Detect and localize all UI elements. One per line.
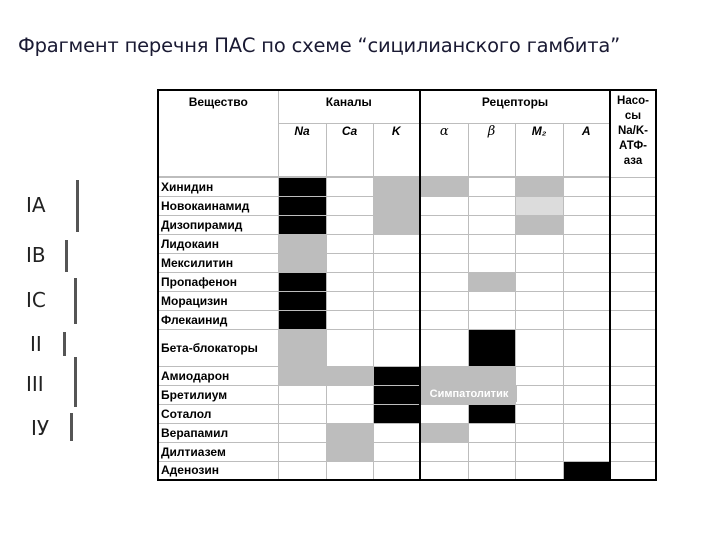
cell-moderate [326, 442, 373, 461]
class-label-iu: IУ [31, 416, 50, 440]
class-label-iii: III [26, 372, 44, 396]
col-k: K [373, 123, 420, 176]
drug-row-label: Бретилиум [158, 385, 278, 404]
cell-moderate [515, 215, 563, 234]
drug-row-label: Аденозин [158, 461, 278, 480]
class-label-ia: IA [26, 193, 46, 217]
cell-moderate [373, 196, 420, 215]
drug-row-label: Лидокаин [158, 234, 278, 253]
drug-row-label: Соталол [158, 404, 278, 423]
class-label-ib: IB [26, 243, 46, 267]
class-bracket-ib [65, 240, 68, 272]
cell-moderate [278, 234, 326, 253]
header-channels: Каналы [278, 90, 420, 123]
drug-row-label: Мексилитин [158, 253, 278, 272]
cell-moderate [468, 272, 515, 291]
cell-strong [468, 329, 515, 366]
cell-weak [515, 196, 563, 215]
cell-moderate [278, 366, 326, 385]
drug-action-table [157, 89, 657, 481]
drug-row-label: Морацизин [158, 291, 278, 310]
cell-strong [373, 385, 420, 404]
drug-row-label: Бета-блокаторы [158, 329, 278, 366]
drug-row-label: Дизопирамид [158, 215, 278, 234]
cell-strong [373, 366, 420, 385]
cell-strong [278, 310, 326, 329]
header-receptors: Рецепторы [420, 90, 610, 123]
col-alpha: α [420, 123, 468, 176]
drug-row-label: Верапамил [158, 423, 278, 442]
cell-moderate [420, 177, 468, 196]
cell-moderate [373, 177, 420, 196]
cell-moderate [373, 215, 420, 234]
cell-moderate [515, 177, 563, 196]
class-label-ii: II [30, 332, 42, 356]
class-bracket-ii [63, 332, 66, 356]
slide-title: Фрагмент перечня ПАС по схеме “сицилианского гамбита” [18, 34, 621, 57]
class-bracket-ic [74, 278, 77, 324]
drug-row-label: Дилтиазем [158, 442, 278, 461]
drug-row-label: Амиодарон [158, 366, 278, 385]
col-ca: Ca [326, 123, 373, 176]
cell-strong [373, 404, 420, 423]
cell-strong [278, 291, 326, 310]
cell-strong [278, 196, 326, 215]
col-m2: M₂ [515, 123, 563, 176]
header-pumps: Насо-сы Na/K-АТФ-аза [610, 90, 656, 177]
class-label-ic: IC [26, 288, 46, 312]
cell-strong [468, 404, 515, 423]
col-a: A [563, 123, 610, 176]
cell-moderate [420, 366, 468, 385]
class-bracket-ia [76, 180, 79, 232]
cell-strong [278, 177, 326, 196]
cell-moderate [326, 423, 373, 442]
class-bracket-iu [70, 413, 73, 441]
col-beta: β [468, 123, 515, 176]
cell-moderate [420, 423, 468, 442]
cell-moderate [278, 329, 326, 366]
col-na: Na [278, 123, 326, 176]
class-bracket-iii [74, 357, 77, 407]
drug-row-label: Пропафенон [158, 272, 278, 291]
cell-moderate [278, 253, 326, 272]
cell-moderate [326, 366, 373, 385]
drug-row-label: Хинидин [158, 177, 278, 196]
drug-row-label: Новокаинамид [158, 196, 278, 215]
sympatholytic-label: Симпатолитик [421, 386, 517, 402]
cell-strong [278, 215, 326, 234]
cell-moderate [468, 366, 515, 385]
drug-row-label: Флекаинид [158, 310, 278, 329]
header-substance: Вещество [158, 90, 278, 176]
cell-strong [563, 461, 610, 480]
cell-strong [278, 272, 326, 291]
